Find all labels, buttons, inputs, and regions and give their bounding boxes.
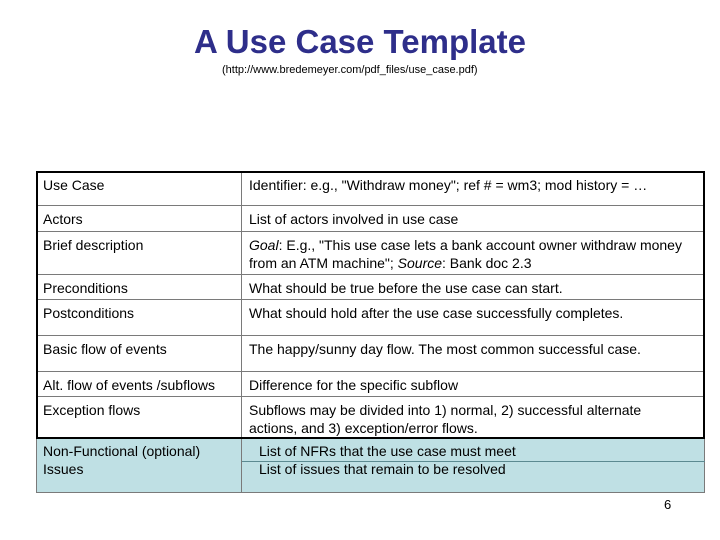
main-table-border: [36, 171, 705, 439]
row-value: What should hold after the use case successfully completes.: [249, 305, 624, 321]
row-value: What should be true before the use case can start.: [249, 280, 563, 296]
source-label: Source: [397, 255, 443, 271]
row-label: Exception flows: [43, 402, 141, 418]
row-label: Alt. flow of events /subflows: [43, 377, 215, 393]
page-title: A Use Case Template: [194, 23, 526, 60]
row-label: Basic flow of events: [43, 341, 167, 357]
row-value: Identifier: e.g., "Withdraw money"; ref # = wm3; mod history = …: [249, 177, 648, 193]
row-value: Subflows may be divided into 1) normal, 2) successful alternate actions, and 3) exception/error flows.: [249, 402, 642, 436]
source-url: (http://www.bredemeyer.com/pdf_files/use_case.pdf): [222, 64, 478, 76]
source-text: : Bank doc 2.3: [442, 255, 532, 271]
optional-labels: [43, 442, 238, 478]
row-value: Difference for the specific subflow: [249, 377, 459, 393]
row-label: Use Case: [43, 177, 105, 193]
goal-label: Goal: [249, 237, 279, 253]
page-number: 6: [664, 497, 672, 512]
nonfunctional-value: List of NFRs that the use case must meet: [259, 443, 516, 459]
use-case-table: [36, 171, 705, 493]
row-value: List of actors involved in use case: [249, 211, 459, 227]
issues-label: Issues: [43, 461, 84, 477]
optional-values: [259, 442, 699, 478]
row-label: Brief description: [43, 237, 144, 253]
row-label: Actors: [43, 211, 83, 227]
issues-value: List of issues that remain to be resolved: [259, 461, 506, 477]
row-label: Preconditions: [43, 280, 128, 296]
goal-text: : E.g., "This use case lets a bank account owner withdraw money from an ATM machine";: [249, 237, 682, 271]
row-label: Postconditions: [43, 305, 135, 321]
row-value: The happy/sunny day flow. The most common successful case.: [249, 341, 641, 357]
nonfunctional-label: Non-Functional (optional): [43, 443, 201, 459]
